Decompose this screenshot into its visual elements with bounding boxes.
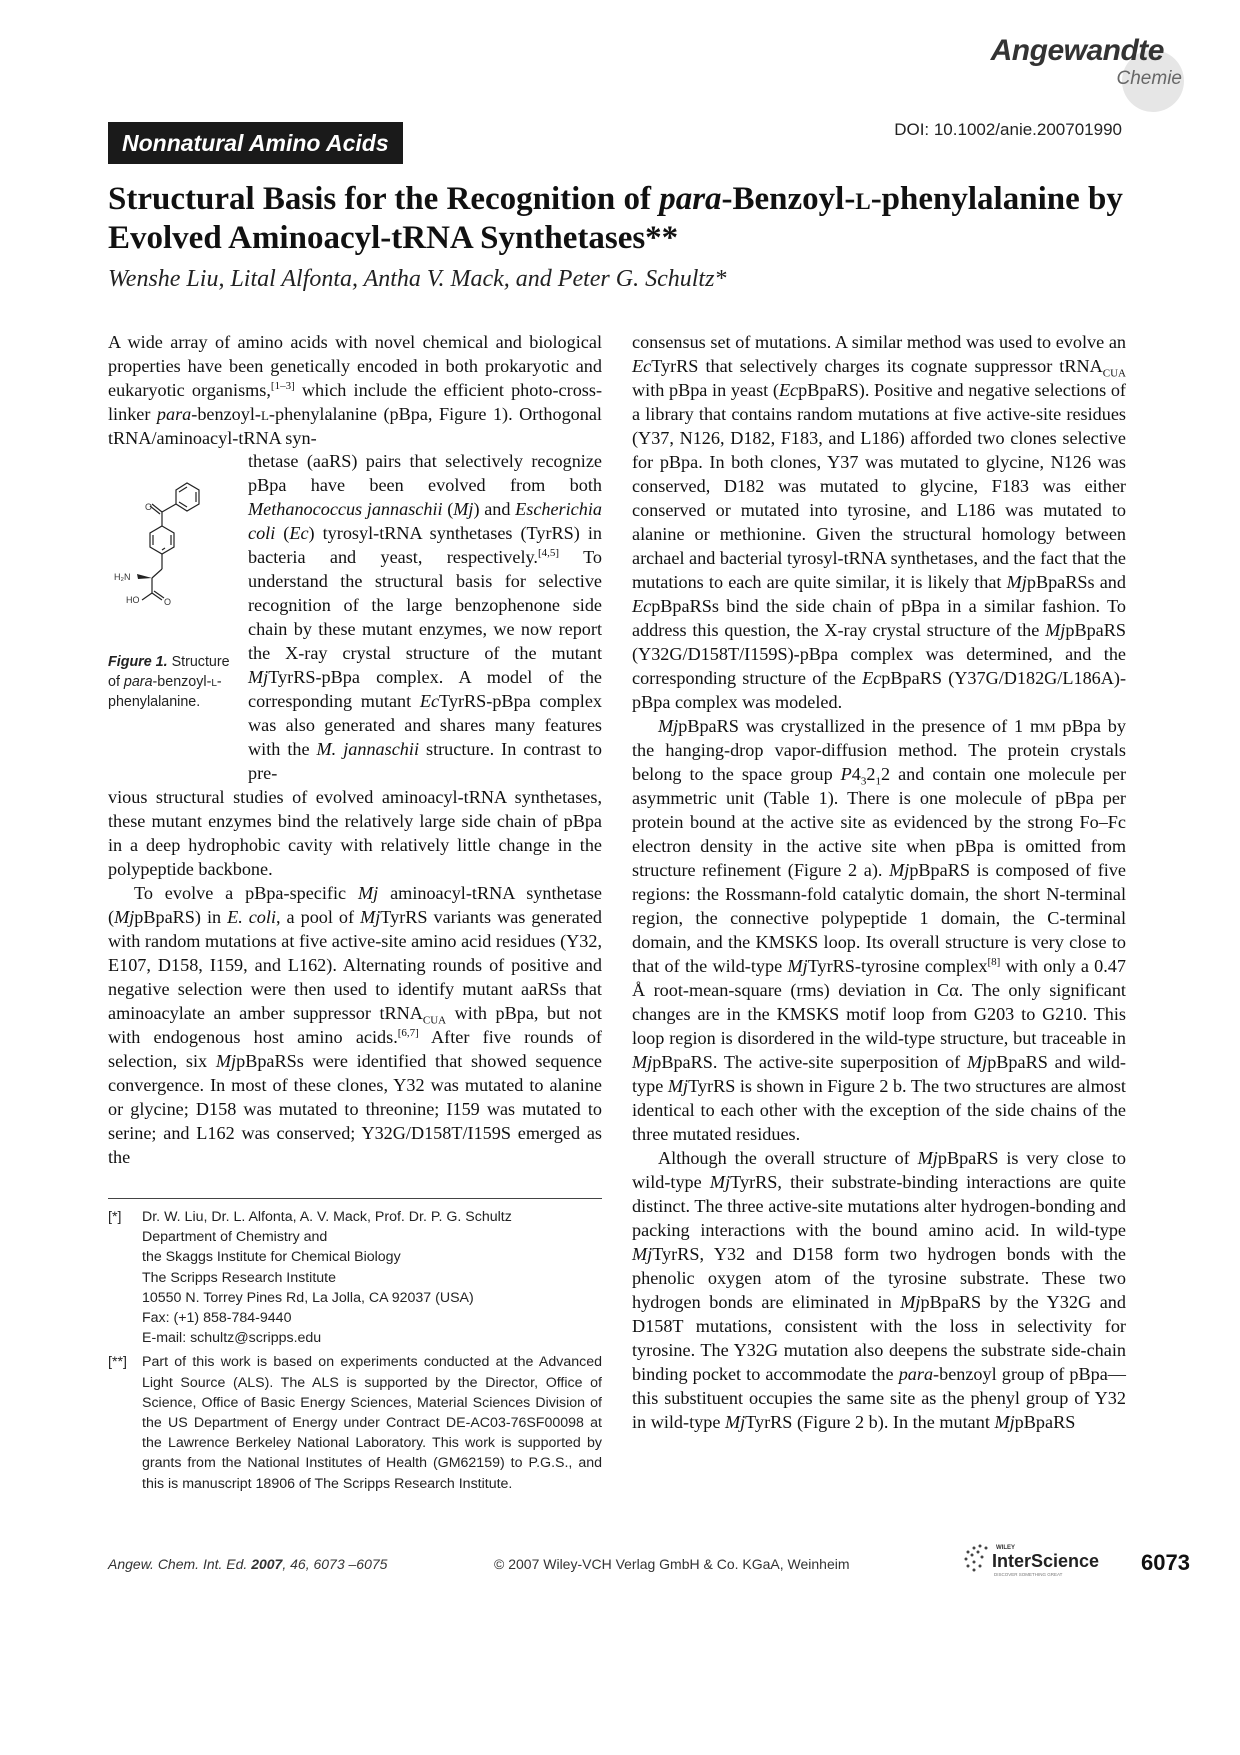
body-col1-wrap	[248, 449, 602, 785]
page-number: 6073	[1141, 1550, 1190, 1575]
figure1-label: Figure 1.	[108, 654, 168, 670]
interscience-brand: InterScience	[992, 1551, 1100, 1571]
footnote-mark: [**]	[108, 1354, 127, 1371]
article-title: Structural Basis for the Recognition of para-Benzoyl-l-phenylalanine by Evolved Aminoacyl-tRNA Synthetases**	[108, 181, 1123, 256]
footnotes	[108, 1207, 602, 1498]
body-col2: consensus set of mutations. A similar method was used to evolve an EcTyrRS that selectively charges its cognate suppressor tRNA$_{CUA}$ with pBpa in yeast (EcpBpaRS). Positive and negative selections of a library that contains random mutations at five active-site residues (Y37, N126, D182, F183, and L186) afforded two clones selective for pBpa. In both clones, Y37 was mutated to glycine, N126 was conserved, D182 was mutated to glycine, F183 was either conserved or mutated into tyrosine, and L186 was mutated to alanine or methionine. Given the structural homology between archael and bacterial tyrosyl-tRNA synthetases, and the fact that the mutations to each are quite similar, it is likely that MjpBpaRSs and EcpBpaRSs bind the side chain of pBpa in a similar fashion. To address this question, the X-ray crystal structure of the MjpBpaRS (Y32G/D158T/I159S)-pBpa complex was determined, and the corresponding structure of the EcpBpaRS (Y37G/D182G/L186A)-pBpa complex was modeled. MjpBpaRS was crystallized in the presence of 1 mm pBpa by the hanging-drop vapor-diffusion method. The protein crystals belong to the space group $P4_32_12$ and contain one molecule per asymmetric unit (Table 1). There is one molecule of pBpa per protein bound at the active site as evidenced by the strong Fo–Fc electron density in the active site when pBpa is omitted from structure refinement (Figure 2 a). MjpBpaRS is composed of five regions: the Rossmann-fold catalytic domain, the short N-terminal region, the connective polypeptide 1 domain, the C-terminal domain, and the KMSKS loop. Its overall structure is very close to that of the wild-type MjTyrRS-tyrosine complex[8] with only a 0.47 Å root-mean-square (rms) deviation in Cα. The only significant changes are in the KMSKS motif loop from G203 to G210. This loop region is disordered in the wild-type structure, but traceable in MjpBpaRS. The active-site superposition of MjpBpaRS and wild-type MjTyrRS is shown in Figure 2 b. The two structures are almost identical to each other with the exception of the side chains of the three mutated residues. Although the overall structure of MjpBpaRS is very close to wild-type MjTyrRS, their substrate-binding interactions are quite distinct. The three active-site mutations alter hydrogen-bonding and packing interactions with the bound amino acid. In wild-type MjTyrRS, Y32 and D158 form two hydrogen bonds with the phenolic oxygen atom of the tyrosine substrate. These two hydrogen bonds are eliminated in MjpBpaRS by the Y32G and D158T mutations, consistent with the loss in selectivity for tyrosine. The Y32G mutation also deepens the substrate side-chain binding pocket to accommodate the para-benzoyl group of pBpa—this substituent occupies the same site as the phenyl group of Y32 in wild-type MjTyrRS (Figure 2 b). In the mutant MjpBpaRS	[632, 332, 1127, 1432]
pbpa-structure-figure	[112, 462, 232, 650]
footnote-affiliation	[108, 1207, 602, 1348]
section-label: Nonnatural Amino Acids	[108, 122, 403, 164]
body-col1-rest: vious structural studies of evolved aminoacyl-tRNA synthetases, these mutant enzymes bind the relatively large side chain of pBpa in a deep hydrophobic cavity with relatively little change in the polypeptide backbone. To evolve a pBpa-specific Mj aminoacyl-tRNA synthetase (MjpBpaRS) in E. coli, a pool of MjTyrRS variants was generated with random mutations at five active-site amino acid residues (Y32, E107, D158, I159, and L162). Alternating rounds of positive and negative selection were then used to identify mutant aaRSs that aminoacylate an amber suppressor tRNA$_{CUA}$ with pBpa, but not with endogenous host amino acids.[6,7] After five rounds of selection, six MjpBpaRSs were identified that showed sequence convergence. In most of these clones, Y32 was mutated to alanine or glycine; D158 was mutated to threonine; I159 was mutated to serine; and L162 was conserved; Y32G/D158T/I159S emerged as the	[108, 787, 603, 1167]
interscience-wiley: WILEY	[996, 1545, 1015, 1551]
footnote-text: Part of this work is based on experiments conducted at the Advanced Light Source (ALS). The ALS is supported by the Director, Office of Science, Office of Basic Energy Sciences, Material Sciences Division of the US Department of Energy under Contract DE-AC03-76SF00098 at the Lawrence Berkeley National Laboratory. This work is supported by grants from the National Institutes of Health (GM62159) to P.G.S., and this is manuscript 18906 of The Scripps Research Institute.	[142, 1354, 602, 1492]
atom-nh2: H₂N	[114, 572, 131, 582]
atom-o-bottom: O	[164, 597, 172, 607]
journal-logo	[990, 28, 1212, 98]
wedge-bond	[137, 574, 152, 579]
authors: Wenshe Liu, Lital Alfonta, Antha V. Mack, and Peter G. Schultz*	[108, 266, 727, 292]
footnote-text: Dr. W. Liu, Dr. L. Alfonta, A. V. Mack, Prof. Dr. P. G. Schultz Department of Chemistry and the Skaggs Institute for Chemical Biology The Scripps Research Institute 10550 N. Torrey Pines Rd, La Jolla, CA 92037 (USA) Fax: (+1) 858-784-9440 E-mail: schultz@scripps.edu	[142, 1209, 512, 1347]
molecule-bonds	[142, 483, 199, 600]
atom-ho: HO	[126, 595, 140, 605]
footnote-divider	[108, 1198, 602, 1199]
atom-o-top: O	[145, 502, 153, 512]
footnote-acknowledgment	[108, 1352, 602, 1493]
body-col1-intro	[108, 330, 602, 450]
citation: Angew. Chem. Int. Ed. 2007, 46, 6073 –6075	[108, 1556, 388, 1572]
paragraph-intro: A wide array of amino acids with novel chemical and biological properties have been genetically encoded in both prokaryotic and eukaryotic organisms,[1–3] which include the efficient photo-cross-linker para-benzoyl-l-phenylalanine (pBpa, Figure 1). Orthogonal tRNA/aminoacyl-tRNA syn-	[108, 332, 602, 448]
footnote-mark: [*]	[108, 1209, 122, 1225]
figure1-caption	[108, 652, 236, 712]
interscience-dots-icon	[965, 1545, 988, 1572]
copyright: © 2007 Wiley-VCH Verlag GmbH & Co. KGaA, Weinheim	[494, 1556, 850, 1572]
logo-angewandte: Angewandte	[990, 34, 1164, 67]
interscience-tagline: DISCOVER SOMETHING GREAT	[994, 1572, 1063, 1577]
paragraph-wrap: thetase (aaRS) pairs that selectively recognize pBpa have been evolved from both Methanococcus jannaschii (Mj) and Escherichia coli (Ec) tyrosyl-tRNA synthetases (TyrRS) in bacteria and yeast, respectively.[4,5] To understand the structural basis for selective recognition of the large benzophenone side chain by these mutant enzymes, we now report the X-ray crystal structure of the mutant MjTyrRS-pBpa complex. A model of the corresponding mutant EcTyrRS-pBpa complex was also generated and shares many features with the M. jannaschii structure. In contrast to pre-	[248, 451, 603, 783]
doi[interactable]: DOI: 10.1002/anie.200701990	[894, 120, 1122, 139]
figure1-caption-text: Structure of para-benzoyl-l-phenylalanine.	[108, 654, 230, 710]
interscience-logo	[960, 1540, 1128, 1580]
logo-chemie: Chemie	[1116, 68, 1182, 89]
